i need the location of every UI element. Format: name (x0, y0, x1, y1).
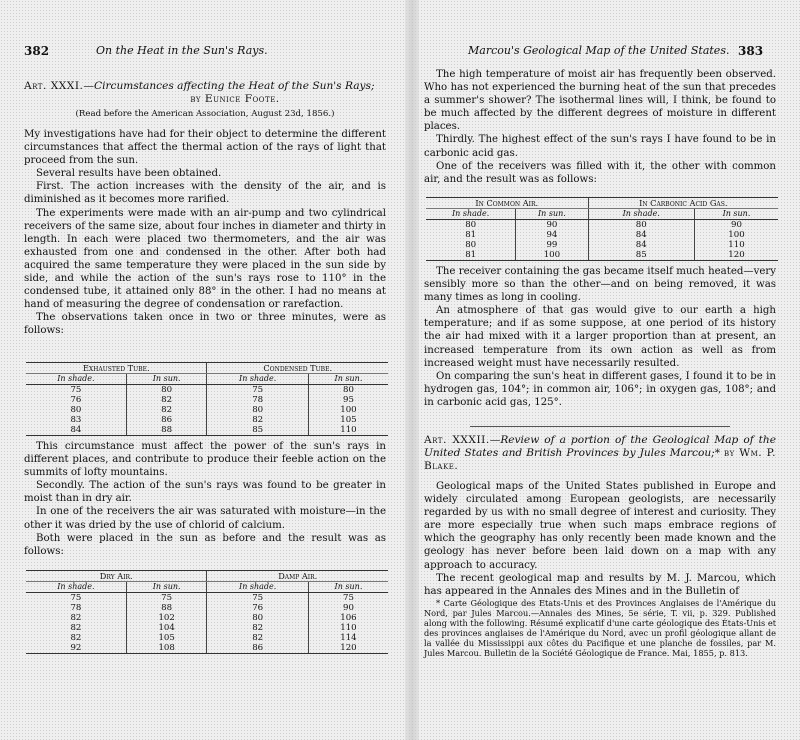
table-cell: 80 (465, 220, 477, 230)
table-cell: 105 (308, 415, 388, 425)
table-cell: 108 (126, 643, 207, 654)
table-subheader: In shade. (207, 582, 308, 593)
paragraph: An atmosphere of that gas would give to our earth a high temperature; and if as some suppose, at one period of its history the air had mixed with it a larger proportion than at present, an increased temperature from its own action as well as from increased weight must have necessarily resulted. (424, 305, 776, 369)
table-cell: 86 (126, 415, 207, 425)
table-cell: 104 (126, 623, 207, 633)
table-cell: 75 (70, 593, 82, 603)
table-subheader: In sun. (694, 209, 778, 220)
table-row (26, 633, 388, 643)
table-cell: 82 (207, 623, 308, 633)
table-cell: 83 (70, 415, 82, 425)
table-cell: 114 (308, 633, 388, 643)
footnote (424, 598, 776, 658)
table-cell: 102 (126, 613, 207, 623)
table-row (26, 613, 388, 623)
article2-heading (424, 434, 776, 473)
table-cell: 90 (308, 603, 388, 613)
table-row (26, 405, 388, 415)
page-number-right: 383 (738, 44, 764, 58)
table-group-header: Dry Air. (26, 571, 207, 582)
table-subheader: In shade. (26, 374, 126, 385)
table-row (26, 593, 388, 604)
table-cell: 75 (207, 385, 308, 396)
table-cell: 110 (694, 240, 778, 250)
paragraph: Several results have been obtained. (36, 168, 222, 180)
table-exhausted-condensed (26, 362, 388, 436)
table-cell: 110 (308, 623, 388, 633)
table-row (26, 643, 388, 654)
left-body-b (24, 440, 386, 558)
table-row (426, 230, 778, 240)
table-subheader: In shade. (426, 209, 516, 220)
paragraph: First. The action increases with the density of the air, and is diminished as it becomes more rarified. (24, 181, 386, 206)
table-group-header: Damp Air. (207, 571, 388, 582)
table-cell: 84 (588, 230, 694, 240)
table-cell: 90 (516, 220, 588, 231)
paragraph: The recent geological map and results by M. J. Marcou, which has appeared in the Annales des Mines and in the Bulletin of (424, 572, 776, 597)
table-cell: 82 (70, 633, 82, 643)
article2-label: Art. XXXII. (424, 434, 490, 446)
table-cell: 100 (694, 230, 778, 240)
table-cell: 99 (516, 240, 588, 250)
table-cell: 106 (308, 613, 388, 623)
read-note: (Read before the American Association, August 23d, 1856.) (75, 109, 335, 119)
table-cell: 88 (126, 603, 207, 613)
table-cell: 82 (126, 395, 207, 405)
table-cell: 105 (126, 633, 207, 643)
article-heading (24, 80, 386, 119)
table-cell: 110 (308, 425, 388, 436)
table-subheader: In shade. (207, 374, 308, 385)
article-byline: by Eunice Foote. (190, 93, 280, 105)
right-body-a (424, 68, 776, 186)
footnote-text: * Carte Géologique des Etats-Unis et des Provinces Anglaises de l'Amérique du Nord, par Jules Marcou.—Annales des Mines, 5e série, T. vii, p. 329. Published along with the following. Résumé explicatif d'une carte géologique des États-Unis et des provinces anglaises de l'Amérique du Nord, avec un profil géologique allant de la vallée du Mississippi aux côtes du Pacifique et une planche de fossiles, par M. Jules Marcou. Bulletin de la Société Géologique de France. Mai, 1855, p. 813. (424, 598, 776, 658)
table-cell: 80 (207, 613, 308, 623)
table-dry-damp (26, 570, 388, 654)
table-subheader: In sun. (308, 374, 388, 385)
table-subheader: In shade. (26, 582, 126, 593)
table-group-header: In Common Air. (426, 198, 588, 209)
table-row (26, 425, 388, 436)
table-cell: 88 (126, 425, 207, 436)
paragraph: This circumstance must affect the power of the sun's rays in different places, and contribute to produce their feeble action on the summits of lofty mountains. (24, 441, 386, 479)
paragraph: The receiver containing the gas became itself much heated—very sensibly more so than the other—and on being removed, it was many times as long in cooling. (424, 266, 776, 304)
table-cell: 82 (70, 613, 82, 623)
table-cell: 100 (308, 405, 388, 415)
paragraph: Geological maps of the United States published in Europe and widely circulated among European geologists, are necessarily regarded by us with no small degree of interest and curiosity. They are more especially true when such maps embrace regions of which the geography has only recently been made known and the geology has never before been laid down on a map with any approach to accuracy. (424, 481, 776, 571)
paragraph: The high temperature of moist air has frequently been observed. Who has not experienced the burning heat of the sun that precedes a summer's shower? The isothermal lines will, I think, be found to be much affected by the different degrees of moisture in different places. (424, 69, 776, 133)
table-cell: 80 (207, 405, 308, 415)
table-cell: 86 (207, 643, 308, 654)
table-subheader: In sun. (308, 582, 388, 593)
table-cell: 120 (694, 250, 778, 261)
table-group-header: In Carbonic Acid Gas. (588, 198, 778, 209)
table-row (426, 240, 778, 250)
right-body-c (424, 480, 776, 598)
table-cell: 78 (207, 395, 308, 405)
table-cell: 84 (588, 240, 694, 250)
right-page (410, 0, 800, 740)
table-row (426, 250, 778, 261)
paragraph: My investigations have had for their object to determine the different circumstances that affect the thermal action of the rays of light that proceed from the sun. (24, 129, 386, 167)
table-row (26, 603, 388, 613)
paragraph: In one of the receivers the air was saturated with moisture—in the other it was dried by the use of chlorid of calcium. (24, 506, 386, 531)
table-group-header: Condensed Tube. (207, 363, 388, 374)
table-subheader: In sun. (126, 374, 207, 385)
table-cell: 82 (70, 623, 82, 633)
table-row (426, 220, 778, 231)
running-head-right: Marcou's Geological Map of the United States. (468, 44, 730, 57)
table-common-carbonic (426, 197, 778, 261)
table-cell: 120 (308, 643, 388, 654)
table-cell: 75 (70, 385, 82, 395)
table-cell: 75 (126, 593, 207, 604)
running-head-left: On the Heat in the Sun's Rays. (96, 44, 268, 57)
table-cell: 75 (207, 593, 308, 604)
article2-title: —Review of a portion of the Geological Map of the United States and British Provinces by Jules Marcou;* (424, 434, 776, 459)
right-body-b (424, 265, 776, 409)
table-row (26, 385, 388, 396)
article2-byline: by Wm. P. Blake. (424, 447, 777, 472)
table-row (26, 395, 388, 405)
table-subheader: In shade. (588, 209, 694, 220)
table-cell: 75 (308, 593, 388, 604)
table-cell: 80 (126, 385, 207, 396)
table-cell: 80 (588, 220, 694, 231)
left-body-a (24, 128, 386, 338)
paragraph: The experiments were made with an air-pump and two cylindrical receivers of the same size, about four inches in diameter and thirty in length. In each were placed two thermometers, and the air was exhausted from one and condensed in the other. After both had acquired the same temperature they were placed in the sun side by side, and while the action of the sun's rays rose to 110° in the condensed tube, it attained only 88° in the other. I had no means at hand of measuring the degree of condensation or rarefaction. (24, 207, 386, 311)
table-cell: 92 (26, 643, 126, 654)
paragraph: The observations taken once in two or three minutes, were as follows: (24, 312, 386, 337)
table-subheader: In sun. (126, 582, 207, 593)
table-cell: 80 (465, 240, 477, 250)
table-cell: 81 (465, 230, 477, 240)
table-cell: 80 (70, 405, 82, 415)
table-cell: 100 (516, 250, 588, 261)
paragraph: On comparing the sun's heat in different gases, I found it to be in hydrogen gas, 104°; in common air, 106°; in oxygen gas, 108°; and in carbonic acid gas, 125°. (424, 370, 776, 408)
page-number-left: 382 (24, 44, 50, 58)
table-cell: 82 (207, 415, 308, 425)
table-cell: 76 (70, 395, 82, 405)
table-subheader: In sun. (516, 209, 588, 220)
article-label: Art. XXXI. (24, 80, 84, 92)
paragraph: Thirdly. The highest effect of the sun's rays I have found to be in carbonic acid gas. (424, 134, 776, 159)
table-cell: 82 (126, 405, 207, 415)
table-cell: 85 (207, 425, 308, 436)
paragraph: One of the receivers was filled with it, the other with common air, and the result was as follows: (424, 160, 776, 185)
table-cell: 94 (516, 230, 588, 240)
table-cell: 84 (26, 425, 126, 436)
table-cell: 81 (426, 250, 516, 261)
table-cell: 85 (588, 250, 694, 261)
table-cell: 82 (207, 633, 308, 643)
section-divider (470, 426, 730, 427)
paragraph: Secondly. The action of the sun's rays was found to be greater in moist than in dry air. (24, 480, 386, 505)
article-title: —Circumstances affecting the Heat of the Sun's Rays; (83, 80, 375, 92)
table-cell: 80 (308, 385, 388, 396)
table-row (26, 415, 388, 425)
table-group-header: Exhausted Tube. (26, 363, 207, 374)
table-row (26, 623, 388, 633)
table-cell: 95 (308, 395, 388, 405)
paragraph: Both were placed in the sun as before and the result was as follows: (24, 532, 386, 557)
table-cell: 76 (207, 603, 308, 613)
table-cell: 90 (694, 220, 778, 231)
table-cell: 78 (70, 603, 82, 613)
